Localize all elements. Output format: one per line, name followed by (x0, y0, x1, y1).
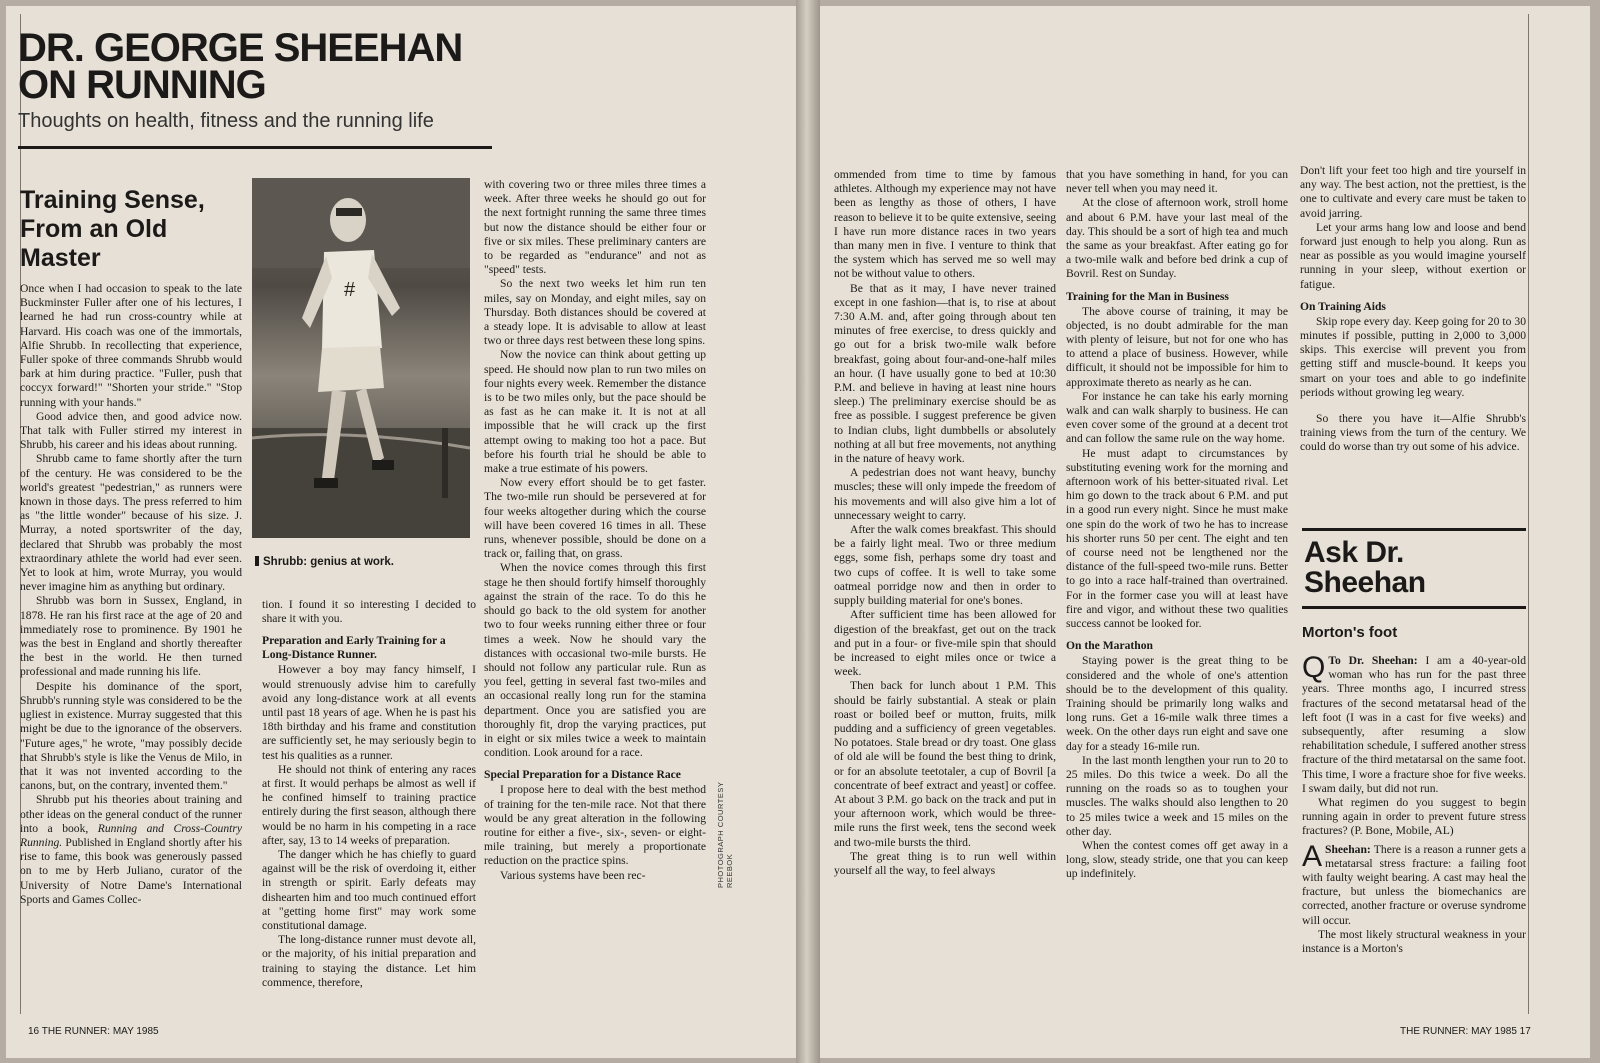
paragraph: When the contest comes off get away in a long, slow, steady stride, one that you can keep up indefinitely. (1066, 838, 1288, 881)
paragraph: Let your arms hang low and loose and bend forward just enough to help you along. Run as near as possible as you would imagine yourself running in your sleep, without exertion or fatigue. (1300, 220, 1526, 291)
paragraph: Good advice then, and good advice now. That talk with Fuller stirred my interest in Shrubb, his career and his ideas about running. (20, 409, 242, 452)
paragraph: Various systems have been rec- (500, 868, 646, 882)
paragraph: Now the novice can think about getting up speed. He should now plan to run two miles on four nights every week. Remember the distance is to be two miles only, but the pace should be as fast as he can make it. It is not at all impossible that he will crack up the first attempt owing to making too hot a pace. But before his fourth trial he should be able to make a true estimate of his powers. (484, 348, 706, 476)
paragraph: He must adapt to circumstances by substituting evening work for the morning and afternoon work of his better-situated rival. Let him go down to the track about 6 P.M. and put in a good run every night. Since he must make one spin do the work of two he has to increase his shorter runs 50 per cent. The eight and ten of course need not be lengthened nor the distance of the full-speed two-mile runs. Better to go into a race half-trained than overtrained. For in the former case you will at least have fire and vigor, and without these two qualities success cannot be looked for. (1066, 446, 1288, 631)
section-heading: Training for the Man in Business (1066, 289, 1229, 303)
paragraph: Now every effort should be to get faster. The two-mile run should be persevered at for four weeks altogether during which the course will have been covered 16 times in all. These runs, whenever possible, should be done on a track or, failing that, on grass. (484, 476, 706, 561)
paragraph: Once when I had occasion to speak to the late Buckminster Fuller after one of his lectures, I learned he had run cross-country while at Harvard. His coach was one of the immortals, Alfie Shrubb. In recollecting that experience, Fuller spoke of three commands Shrubb would bark at him during practice. "Fuller, push that coccyx forward!" "Shorten your stride." "Stop running with your hands." (20, 282, 242, 409)
paragraph: He should not think of entering any races at first. It would perhaps be almost as well if he confined himself to training practice entirely during the first season, although there would be no harm in his competing in a race after, say, 13 to 14 weeks of preparation. (262, 762, 476, 847)
question-text: I am a 40-year-old woman who has run for the past three years. Three months ago, I incurred stress fractures of the second metatarsal head of the left foot (I was in a cast for five weeks) and subsequently, after resuming a slow rehabilitation schedule, I suffered another stress fracture of the third metatarsal on the same foot. This time, I wore a fracture shoe for five weeks. I swam daily, but did not run. (1302, 654, 1526, 795)
question (1302, 654, 1526, 796)
paragraph: After the walk comes breakfast. This should be a fairly light meal. Two or three medium eggs, some fish, perhaps some dry toast and two cups of coffee. It is well to take some oatmeal porridge now and then in order to supply building material for one's bones. (834, 523, 1056, 608)
folio-left: 16 THE RUNNER: MAY 1985 (28, 1026, 159, 1037)
answer (1302, 839, 1526, 928)
question-continued: What regimen do you suggest to begin running again in order to prevent future stress fractures? (P. Bone, Mobile, AL) (1302, 796, 1526, 838)
article-column-4 (834, 168, 1056, 1014)
paragraph: Don't lift your feet too high and tire yourself in any way. The best action, not the prettiest, is the one to cultivate and every care must be taken to avoid jarring. (1300, 164, 1526, 220)
paragraph: When the novice comes through this first stage he then should fortify himself thoroughly against the strain of the race. To do this he should go back to the old system for another two to four weeks running either three or four times a week. Now he should vary the distances with occasional two-mile bursts. He should not follow any particular rule. Run as you feel, getting in several fast two-miles and an occasional really long run for the stamina department. Once you are satisfied you are thoroughly fit, drop the varying practices, put in eight or six miles twice a week to maintain condition. Look around for a race. (484, 561, 706, 760)
article-column-1 (20, 282, 242, 1014)
closing-paragraph: So there you have it—Alfie Shrubb's training views from the turn of the century. We could do worse than try out some of his advice. (1300, 412, 1526, 454)
paragraph: The danger which he has chiefly to guard against will be the risk of overdoing it, either in strength or spirit. Early defeats may dishearten him and too much continued effort at "getting home first" may work some constitutional damage. (262, 848, 476, 933)
paragraph: tion. I found it so interesting I decided to share it with you. (262, 598, 476, 626)
spine-gutter (796, 0, 820, 1063)
ask-rule-top (1302, 528, 1526, 531)
paragraph: The long-distance runner must devote all, or the majority, of his initial preparation and training to staying the distance. Let him commence, therefore, (262, 933, 476, 989)
paragraph: After sufficient time has been allowed for digestion of the breakfast, get out on the track and put in a four- or five-mile spin that should be increased to eight miles once or twice a week. (834, 608, 1056, 679)
column-title: DR. GEORGE SHEEHAN ON RUNNING (18, 26, 463, 107)
column-subtitle: Thoughts on health, fitness and the running life (18, 110, 434, 132)
paragraph: The great thing is to run well within yourself all the way, to feel always (834, 849, 1056, 877)
answer-text: There is a reason a runner gets a metatarsal stress fracture: a failing foot with faulty weight bearing. A cast may heal the fracture, but unless the biomechanics are corrected, another fracture or overuse syndrome will occur. (1302, 842, 1526, 927)
article-column-2 (262, 598, 476, 1014)
ask-column (1302, 654, 1526, 1014)
paragraph: Skip rope every day. Keep going for 20 to 30 minutes if possible, putting in 2,000 to 3,000 skips. This exercise will prevent you from getting stiff and muscle-bound. It keeps you smart on your toes and able to go indefinite periods without growing leg weary. (1300, 314, 1526, 399)
section-heading: On the Marathon (1066, 639, 1153, 653)
question-lead: To Dr. Sheehan: (1328, 654, 1418, 667)
article-column-3 (484, 178, 706, 1014)
article-column-5 (1066, 168, 1288, 1014)
paragraph: Then back for lunch about 1 P.M. This should be fairly substantial. A steak or plain roast or boiled beef or mutton, fruits, milk pudding and a sufficiency of green vegetables. No potatoes. Stale bread or dry toast. One glass of old ale will be found the best thing to drink, or for an absolute teetotaler, a cup of Bovril [a concentrate of beef extract and yeast] or coffee. At about 3 P.M. go back on the track and put in your afternoon work, which would be three-mile runs the first week, tens the second week and two-mile bursts the third. (834, 679, 1056, 849)
book-title: Running and Cross-Country Running. (20, 821, 242, 849)
header-rule (18, 146, 492, 149)
photo-caption: Shrubb: genius at work. (255, 556, 394, 568)
paragraph: In the last month lengthen your run to 20 to 25 miles. Do this twice a week. Do all the running on the roads so as to toughen your muscles. The walks should also lengthen to 20 to 25 miles twice a week and 15 miles on the other day. (1066, 753, 1288, 838)
paragraph: I propose here to deal with the best method of training for the ten-mile race. Not that there would be any great alteration in the following routine for either a five-, six-, seven- or eight-mile training, but merely a proportionate reduction on the practice spins. (484, 783, 706, 868)
question-dropcap: Q (1302, 654, 1326, 684)
paragraph: Be that as it may, I have never trained except in one fashion—that is, to rise at about 7:30 A.M. and, after going through about ten minutes of free exercise, to dress quickly and go out for a brisk two-mile walk before breakfast, going about four-and-one-half miles an hour. (I have usually gone to bed at 10:30 P.M. and believe in having at least nine hours sleep.) The preliminary exercise should be as free as possible. I suggest preference be given to Indian clubs, light dumbbells or absolutely nothing at all but free movements, not anything in the nature of heavy work. (834, 281, 1056, 466)
paragraph: that you have something in hand, for you can never tell when you may need it. (1066, 168, 1288, 196)
paragraph: So the next two weeks let him run ten miles, say on Monday, and eight miles, say on Thursday. Both distances should be covered at a steady lope. It is advisable to allow at least two or three days rest between these long spins. (484, 277, 706, 348)
answer-dropcap: A (1302, 839, 1323, 873)
text-span: Published in England shortly after his rise to fame, this book was generously passed on to me by Herb Juliano, curator of the University of Notre Dame's International Sports and Games Collec- (20, 835, 242, 906)
ask-rule-bottom (1302, 606, 1526, 609)
shrubb-photo (252, 178, 470, 538)
article-headline: Training Sense, From an Old Master (20, 186, 205, 272)
folio-right: THE RUNNER: MAY 1985 17 (1400, 1026, 1531, 1037)
ask-title: Ask Dr. Sheehan (1304, 536, 1426, 599)
svg-text:#: # (344, 279, 356, 301)
paragraph: Shrubb came to fame shortly after the turn of the century. He was considered to be the world's greatest "pedestrian," as runners were known in those days. The press referred to him as "the little wonder" because of his size. J. Murray, a noted sportswriter of the day, declared that Shrubb was probably the most extraordinary athlete the world had ever seen. Yet to look at him, wrote Murray, you would never imagine him as anything but ordinary. (20, 452, 242, 594)
right-page-edge (1528, 14, 1529, 1014)
section-heading: Special Preparation for a Distance Race (484, 768, 681, 782)
section-heading: Preparation and Early Training for a Long-Distance Runner. (262, 634, 446, 662)
paragraph: However a boy may fancy himself, I would strenuously advise him to carefully avoid any long-distance work at all events until past 18 years of age. When he is past his 18th birthday and his frame and constitution are sufficiently set, he may seriously begin to test his qualities as a runner. (262, 663, 476, 762)
paragraph: A pedestrian does not want heavy, bunchy muscles; these will only impede the freedom of his movements and will also give him a lot of unnecessary weight to carry. (834, 466, 1056, 522)
paragraph: Staying power is the great thing to be considered and the whole of one's attention should be to the development of this quality. Training should be primarily long walks and long runs. Get a 16-mile walk three times a week. On the other days run eight and save one day for a steady 16-mile run. (1066, 654, 1288, 753)
runner-illustration (252, 178, 470, 538)
paragraph (20, 793, 242, 907)
paragraph: with covering two or three miles three times a week. After three weeks he should go out for the next fortnight running the same three times but now the distance should be either four or five or six miles. These preliminary canters are to be regarded as "endurance" and not as "speed" tests. (484, 178, 706, 277)
ask-topic: Morton's foot (1302, 624, 1398, 641)
paragraph: Shrubb was born in Sussex, England, in 1878. He ran his first race at the age of 20 and immediately rose to prominence. By 1901 he was the best in England and shortly thereafter the best in the world. He then turned professional and made running his life. (20, 594, 242, 679)
answer-lead: Sheehan: (1325, 842, 1371, 856)
paragraph: For instance he can take his early morning walk and can walk sharply to business. He can even cover some of the ground at a decent trot and can follow the same rule on the way home. (1066, 389, 1288, 446)
paragraph: The above course of training, it may be objected, is no doubt admirable for the man with plenty of leisure, but not for one who has to attend a place of business. However, while difficult, it should not be impossible for him to approximate thereto as nearly as he can. (1066, 304, 1288, 389)
paragraph: ommended from time to time by famous athletes. Although my experience may not have been as lengthy as those of others, I have reason to believe it to be quite extensive, seeing I have run more distance races in two years than many men in five. I venture to think that the system which has served me so well may not be without value to others. (834, 168, 1056, 281)
text-span: Shrubb put his theories about training and other ideas on the general conduct of the runner into a book, (20, 793, 242, 835)
article-column-6 (1300, 164, 1526, 526)
paragraph: At the close of afternoon work, stroll home and about 6 P.M. have your last meal of the day. This should be a sort of high tea and much the same as your breakfast. After eating go for a two-mile walk and before bed drink a cup of Bovril. Rest on Sunday. (1066, 196, 1288, 281)
photo-credit: PHOTOGRAPH COURTESY REEBOK (716, 781, 734, 888)
answer-continued: The most likely structural weakness in your instance is a Morton's (1302, 927, 1526, 956)
paragraph: Despite his dominance of the sport, Shrubb's running style was considered to be the ugliest in existence. Murray suggested that this might be due to the ignorance of the observers. "Future ages," he wrote, "may possibly decide that Shrubb's style is like the Venus de Milo, in that it was not invented according to the canons, but, on the contrary, invented them." (20, 679, 242, 793)
section-heading: On Training Aids (1300, 299, 1386, 313)
